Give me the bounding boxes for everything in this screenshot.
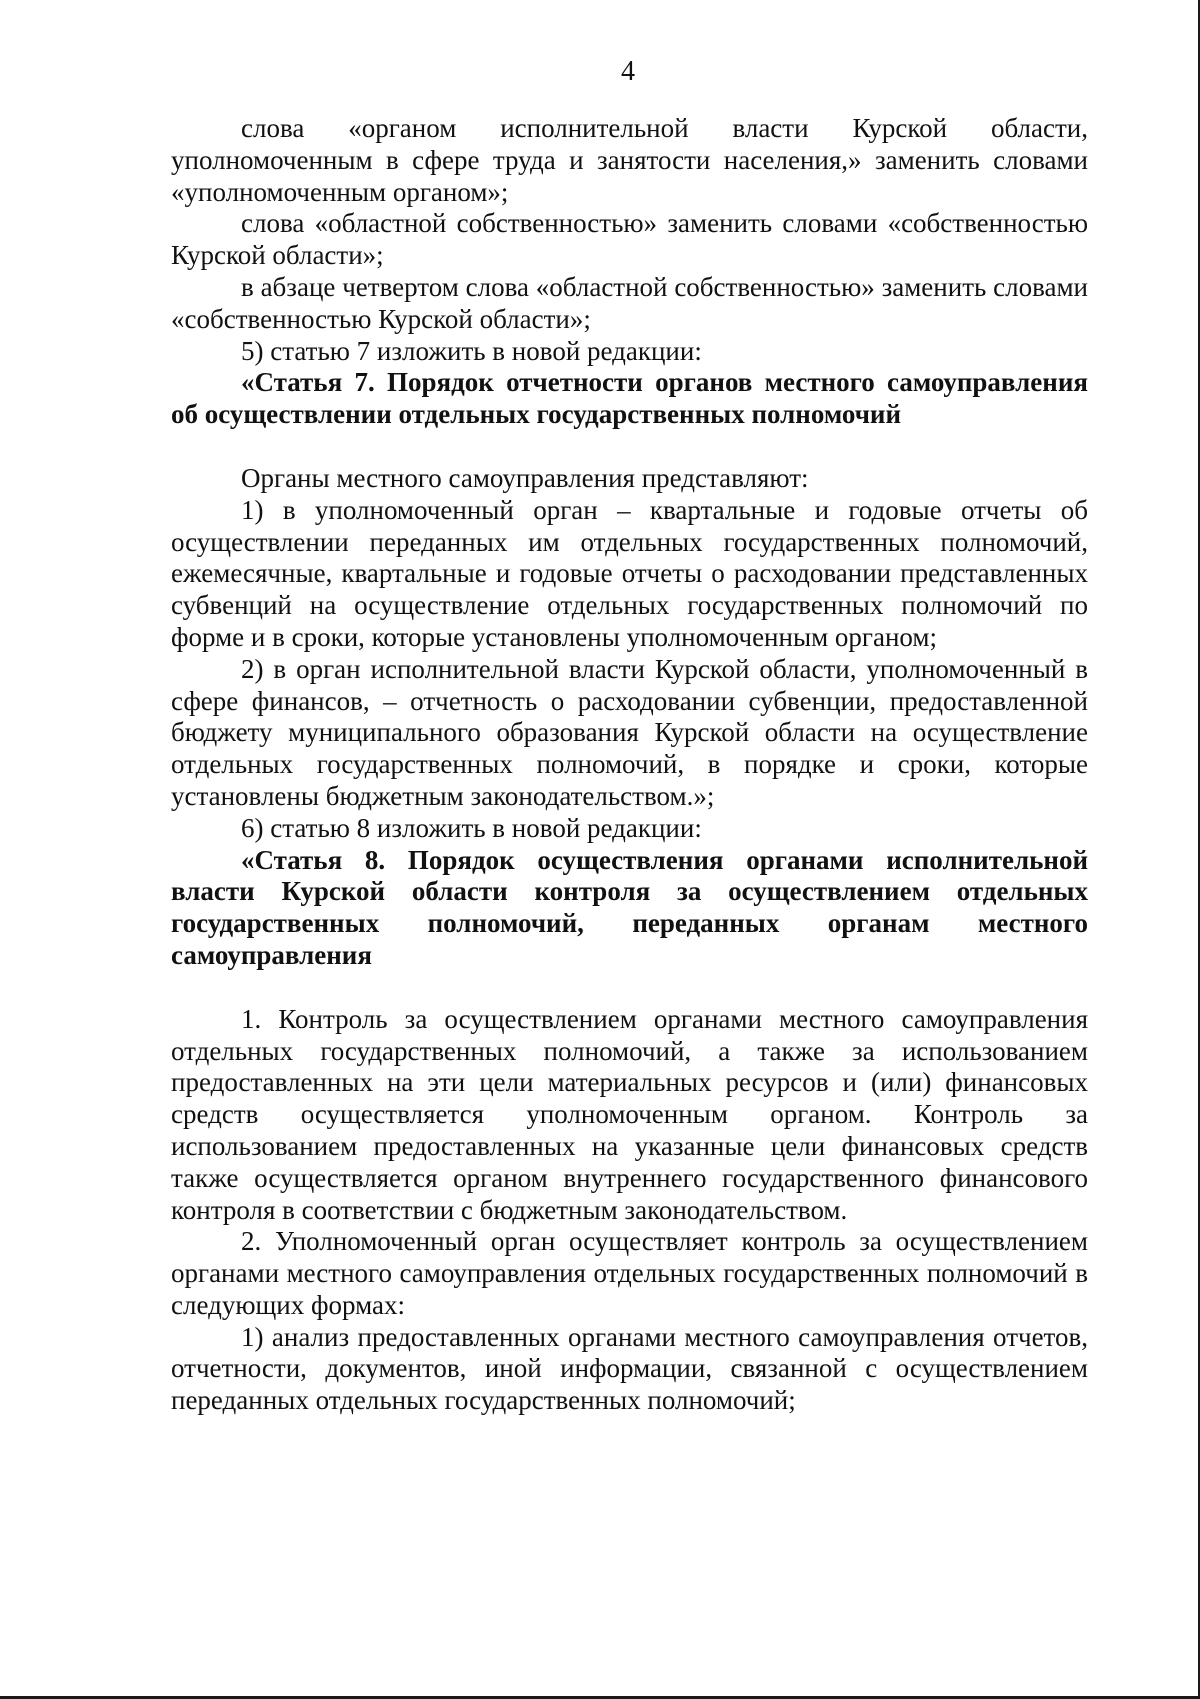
paragraph-item-6: 6) статью 8 изложить в новой редакции: — [241, 812, 702, 843]
paragraph-fourth-abzac: в абзаце четвертом слова «областной собственностью» заменить словами «собственностью Курской области»; — [171, 271, 1088, 334]
paragraph-article-7-item-1: 1) в уполномоченный орган – квартальные и годовые отчеты об осуществлении переданных им отдельных государственных полномочий, ежемесячные, квартальные и годовые отчеты о расходовании представленных субвенций на осуществление отдельных государственных полномочий по форме и в сроки, которые установлены уполномоченным органом; — [171, 494, 1088, 652]
paragraph-article-8-part-1: 1. Контроль за осуществлением органами местного самоуправления отдельных государственных полномочий, а также за использованием предоставленных на эти цели материальных ресурсов и (или) финансовых средств осуществляется уполномоченным органом. Контроль за использованием предоставленных на указанные цели финансовых средств также осуществляется органом внутреннего государственного финансового контроля в соответствии с бюджетным законодательством. — [171, 1003, 1088, 1225]
document-body — [171, 113, 1088, 1417]
paragraph-article-7-item-2: 2) в орган исполнительной власти Курской области, уполномоченный в сфере финансов, – отчетность о расходовании субвенции, предоставленной бюджету муниципального образования Курской области на осуществление отдельных государственных полномочий, в порядке и сроки, которые установлены бюджетным законодательством.»; — [171, 653, 1088, 811]
paragraph-item-5: 5) статью 7 изложить в новой редакции: — [241, 335, 702, 366]
paragraph-organs-present: Органы местного самоуправления представляют: — [241, 462, 809, 493]
page-number: 4 — [621, 56, 635, 87]
heading-article-7: «Статья 7. Порядок отчетности органов местного самоуправления об осуществлении отдельных государственных полномочий — [171, 367, 1088, 430]
paragraph-article-8-part-2-item-1: 1) анализ предоставленных органами местного самоуправления отчетов, отчетности, документов, иной информации, связанной с осуществлением переданных отдельных государственных полномочий; — [171, 1321, 1088, 1416]
paragraph-replace-property: слова «областной собственностью» заменить словами «собственностью Курской области»; — [171, 208, 1088, 271]
paragraph-article-8-part-2: 2. Уполномоченный орган осуществляет контроль за осуществлением органами местного самоуправления отдельных государственных полномочий в следующих формах: — [171, 1226, 1088, 1320]
paragraph-replace-organ: слова «органом исполнительной власти Курской области, уполномоченным в сфере труда и занятости населения,» заменить словами «уполномоченным органом»; — [171, 113, 1088, 207]
spacer — [171, 972, 1088, 1004]
heading-article-8: «Статья 8. Порядок осуществления органами исполнительной власти Курской области контроля за осуществлением отдельных государственных полномочий, переданных органам местного самоуправления — [171, 844, 1088, 970]
spacer — [171, 431, 1088, 463]
